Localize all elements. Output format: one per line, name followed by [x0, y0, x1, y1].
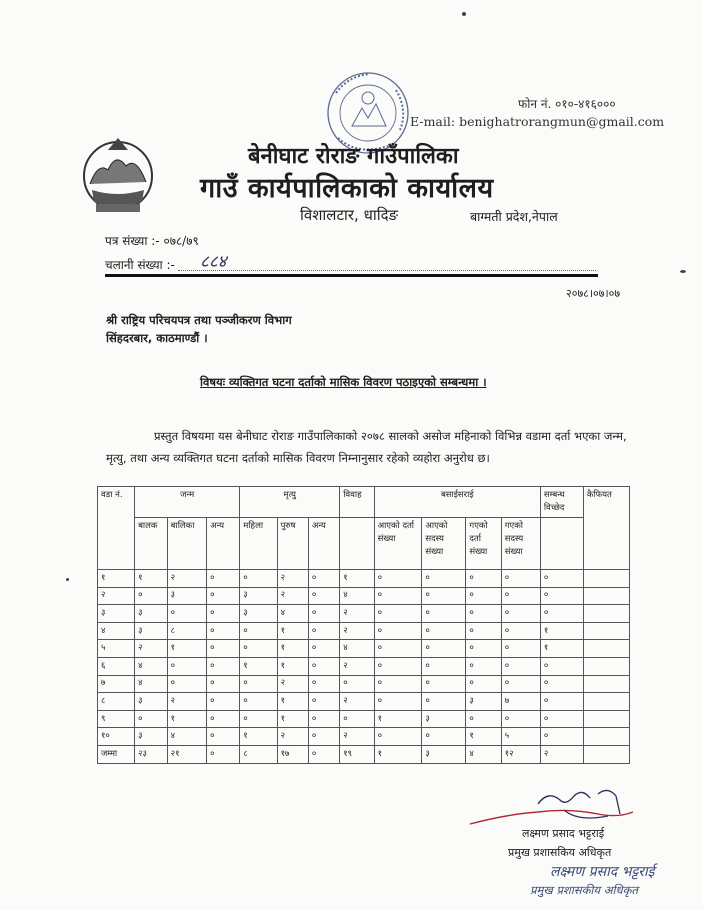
ward-cell: जम्मा — [98, 745, 135, 763]
death-header: मृत्यु — [240, 487, 340, 518]
subheader-cell: गएको दर्ता संख्या — [466, 518, 501, 570]
birth-header: जन्म — [135, 487, 240, 518]
divorce-header: सम्बन्ध विच्छेद — [540, 487, 583, 518]
table-cell: १ — [240, 657, 277, 675]
table-cell: २ — [167, 693, 206, 711]
table-cell: १ — [340, 570, 374, 588]
table-cell — [583, 693, 629, 711]
table-cell: ० — [240, 675, 277, 693]
table-cell — [583, 587, 629, 605]
table-cell: ० — [340, 675, 374, 693]
table-cell: ३ — [422, 710, 466, 728]
letter-date: २०७८।०७।०७ — [566, 287, 621, 300]
table-cell: ० — [207, 693, 240, 711]
ward-cell: ७ — [98, 675, 135, 693]
table-cell: ० — [374, 570, 422, 588]
table-cell: १ — [240, 728, 277, 746]
scan-speck — [462, 12, 466, 16]
table-cell: ० — [167, 675, 206, 693]
table-row — [98, 570, 630, 588]
table-subheader-row — [98, 518, 630, 570]
table-cell: ० — [240, 693, 277, 711]
table-cell: २ — [277, 728, 308, 746]
ward-cell: ६ — [98, 657, 135, 675]
nepal-emblem-icon — [78, 132, 158, 216]
ward-cell: १० — [98, 728, 135, 746]
body-paragraph: प्रस्तुत विषयमा यस बेनीघाट रोराङ गाउँपालिकाको २०७८ सालको असोज महिनाको विभिन्न वडामा दर्ता भएका जन्म, मृत्यु, तथा अन्य व्यक्तिगत घटना दर्ताको मासिक विवरण निम्नानुसार रहेको व्यहोरा अनुरोध छ। — [106, 429, 627, 465]
table-cell — [583, 675, 629, 693]
table-cell: ३ — [422, 745, 466, 763]
table-cell: ४ — [135, 657, 168, 675]
table-cell: १ — [277, 657, 308, 675]
subheader-cell: पुरुष — [277, 518, 308, 570]
ward-cell: ५ — [98, 640, 135, 658]
table-row — [98, 587, 630, 605]
table-cell: ० — [207, 710, 240, 728]
table-cell: ० — [466, 570, 501, 588]
table-cell: ० — [540, 693, 583, 711]
table-cell: १२ — [501, 745, 540, 763]
ward-cell: २ — [98, 587, 135, 605]
table-cell: ३ — [240, 605, 277, 623]
table-cell: ८ — [167, 622, 206, 640]
table-cell: ० — [374, 675, 422, 693]
table-cell: ० — [540, 570, 583, 588]
table-cell: ० — [501, 622, 540, 640]
table-cell: ० — [466, 622, 501, 640]
migration-header: बसाईसराई — [374, 487, 540, 518]
phone-number: फोन नं. ०१०-४१६००० — [518, 97, 616, 111]
recipient-line-1: श्री राष्ट्रिय परिचयपत्र तथा पञ्जीकरण विभाग — [106, 313, 292, 327]
table-cell: ० — [501, 675, 540, 693]
table-cell: ३ — [135, 622, 168, 640]
table-row — [98, 693, 630, 711]
table-cell: ० — [240, 622, 277, 640]
table-cell: ३ — [135, 693, 168, 711]
table-cell: ० — [422, 587, 466, 605]
table-cell: १ — [277, 640, 308, 658]
table-cell: ० — [374, 605, 422, 623]
table-cell: ० — [374, 657, 422, 675]
marriage-header: विवाह — [340, 487, 374, 518]
table-cell: ० — [540, 587, 583, 605]
table-cell: २ — [340, 622, 374, 640]
table-cell: ० — [308, 587, 339, 605]
table-cell: ० — [167, 605, 206, 623]
table-cell: ० — [308, 640, 339, 658]
letter-number: पत्र संख्या :- ०७८/७९ — [105, 234, 199, 248]
table-cell: ० — [308, 745, 339, 763]
table-cell: १ — [277, 710, 308, 728]
subject-line: विषयः व्यक्तिगत घटना दर्ताको मासिक विवरण पठाइएको सम्बन्धमा । — [200, 375, 487, 389]
table-row — [98, 605, 630, 623]
table-cell: ४ — [466, 745, 501, 763]
remarks-header: कैफियत — [583, 487, 629, 570]
header-rule — [105, 274, 598, 277]
table-cell: ० — [207, 745, 240, 763]
table-cell: ४ — [340, 640, 374, 658]
table-row — [98, 710, 630, 728]
table-body — [98, 570, 630, 764]
table-cell: १ — [374, 710, 422, 728]
subheader-cell: बालक — [135, 518, 168, 570]
table-cell: ० — [240, 710, 277, 728]
table-cell: २ — [340, 605, 374, 623]
table-cell: ४ — [135, 675, 168, 693]
table-cell: ० — [374, 587, 422, 605]
table-cell: ० — [422, 570, 466, 588]
table-cell — [583, 728, 629, 746]
table-cell: ० — [207, 587, 240, 605]
dotted-line — [178, 270, 596, 271]
subheader-cell: आएको दर्ता संख्या — [374, 518, 422, 570]
table-cell: ० — [374, 622, 422, 640]
table-cell: २ — [340, 693, 374, 711]
table-cell: ० — [540, 675, 583, 693]
table-cell: ० — [167, 657, 206, 675]
table-cell: २ — [167, 570, 206, 588]
table-cell: २ — [135, 640, 168, 658]
table-cell — [583, 605, 629, 623]
table-cell: १ — [374, 745, 422, 763]
table-cell: ० — [422, 657, 466, 675]
table-cell: २१ — [167, 745, 206, 763]
table-cell: २३ — [135, 745, 168, 763]
province-name: बाग्मती प्रदेश,नेपाल — [470, 209, 558, 224]
table-cell: २ — [340, 657, 374, 675]
table-cell: ० — [501, 587, 540, 605]
table-cell — [583, 570, 629, 588]
table-cell: २ — [340, 728, 374, 746]
table-row — [98, 728, 630, 746]
table-cell: १ — [167, 640, 206, 658]
table-cell: ० — [207, 675, 240, 693]
table-cell — [583, 710, 629, 728]
table-cell: ० — [422, 605, 466, 623]
subheader-cell: अन्य — [308, 518, 339, 570]
table-cell: २ — [277, 675, 308, 693]
table-cell: ० — [466, 657, 501, 675]
table-cell: १ — [540, 622, 583, 640]
table-cell: ० — [422, 622, 466, 640]
stamp-title: प्रमुख प्रशासकीय अधिकृत — [530, 883, 638, 897]
table-cell: ० — [308, 570, 339, 588]
table-cell — [583, 640, 629, 658]
table-cell: १ — [135, 570, 168, 588]
table-cell — [583, 745, 629, 763]
table-cell: ० — [466, 605, 501, 623]
table-cell: ३ — [466, 693, 501, 711]
table-cell: ० — [135, 710, 168, 728]
table-cell: ० — [207, 622, 240, 640]
table-cell: ० — [207, 728, 240, 746]
table-cell: ० — [540, 710, 583, 728]
office-name: गाउँ कार्यपालिकाको कार्यालय — [200, 173, 494, 204]
table-cell: २ — [540, 745, 583, 763]
municipality-name: बेनीघाट रोराङ गाउँपालिका — [248, 144, 459, 169]
table-cell: १ — [167, 710, 206, 728]
subheader-cell: बालिका — [167, 518, 206, 570]
ward-cell: ४ — [98, 622, 135, 640]
table-cell: ० — [374, 640, 422, 658]
table-cell: ० — [240, 570, 277, 588]
table-cell: ० — [422, 693, 466, 711]
signatory-title: प्रमुख प्रशासकिय अधिकृत — [508, 846, 612, 859]
table-cell: ० — [422, 640, 466, 658]
table-cell: ० — [340, 710, 374, 728]
table-cell: ३ — [167, 587, 206, 605]
table-cell: ० — [135, 587, 168, 605]
ward-header: वडा नं. — [98, 487, 135, 570]
table-cell: ० — [308, 605, 339, 623]
scan-speck — [680, 270, 686, 273]
ward-cell: ८ — [98, 693, 135, 711]
dispatch-number: ८८४ — [200, 252, 227, 272]
table-cell: ० — [501, 710, 540, 728]
table-cell: ० — [422, 675, 466, 693]
table-cell: १ — [540, 640, 583, 658]
table-cell: १ — [277, 693, 308, 711]
ward-cell: १ — [98, 570, 135, 588]
table-cell: ० — [308, 693, 339, 711]
table-cell: १ — [466, 728, 501, 746]
subheader-cell: अन्य — [207, 518, 240, 570]
email-address: E-mail: benighatrorangmun@gmail.com — [410, 114, 665, 129]
table-cell: ० — [207, 657, 240, 675]
table-cell: ० — [466, 640, 501, 658]
table-cell: ३ — [240, 587, 277, 605]
table-cell: ४ — [167, 728, 206, 746]
ward-cell: ९ — [98, 710, 135, 728]
table-cell: ० — [466, 675, 501, 693]
table-cell: १७ — [277, 745, 308, 763]
table-cell: ३ — [135, 605, 168, 623]
table-cell: ० — [308, 622, 339, 640]
table-cell — [583, 657, 629, 675]
dispatch-label: चलानी संख्या :- — [105, 258, 175, 272]
table-cell: ५ — [501, 728, 540, 746]
recipient-line-2: सिंहदरबार, काठमाण्डौं । — [106, 331, 208, 345]
table-row — [98, 622, 630, 640]
stamp-name: लक्ष्मण प्रसाद भट्टराई — [550, 864, 655, 880]
table-cell: ० — [501, 570, 540, 588]
subheader-cell — [540, 518, 583, 570]
registration-table — [97, 486, 630, 764]
subheader-cell: आएको सदस्य संख्या — [422, 518, 466, 570]
table-cell: ४ — [340, 587, 374, 605]
total-row — [98, 745, 630, 763]
table-cell: ० — [501, 640, 540, 658]
subheader-cell: गएको सदस्य संख्या — [501, 518, 540, 570]
table-cell: ० — [374, 728, 422, 746]
table-cell: ३ — [135, 728, 168, 746]
table-cell: १९ — [340, 745, 374, 763]
table-cell: ० — [207, 570, 240, 588]
table-cell: ० — [207, 640, 240, 658]
table-cell: ० — [466, 710, 501, 728]
table-cell: ० — [540, 657, 583, 675]
table-cell: ० — [501, 605, 540, 623]
subheader-cell: महिला — [240, 518, 277, 570]
table-cell: ० — [501, 657, 540, 675]
table-cell: ७ — [501, 693, 540, 711]
table-cell: ० — [308, 675, 339, 693]
table-header-row — [98, 487, 630, 518]
ward-cell: ३ — [98, 605, 135, 623]
office-location: विशालटार, धादिङ — [300, 206, 399, 224]
table-cell: ० — [308, 728, 339, 746]
table-row — [98, 640, 630, 658]
table-row — [98, 657, 630, 675]
signatory-name: लक्ष्मण प्रसाद भट्टराई — [522, 827, 605, 840]
table-cell: ८ — [240, 745, 277, 763]
table-cell: १ — [277, 622, 308, 640]
table-cell: ० — [374, 693, 422, 711]
table-cell: ० — [240, 640, 277, 658]
table-cell — [583, 622, 629, 640]
table-cell: ० — [466, 587, 501, 605]
table-cell: २ — [277, 587, 308, 605]
table-row — [98, 675, 630, 693]
table-cell: ० — [540, 605, 583, 623]
table-cell: ० — [308, 657, 339, 675]
table-cell: ० — [207, 605, 240, 623]
table-cell: ० — [540, 728, 583, 746]
scan-speck — [66, 578, 69, 581]
table-cell: २ — [277, 570, 308, 588]
table-cell: ० — [422, 728, 466, 746]
table-cell: ० — [308, 710, 339, 728]
table-cell: ४ — [277, 605, 308, 623]
subheader-cell — [340, 518, 374, 570]
